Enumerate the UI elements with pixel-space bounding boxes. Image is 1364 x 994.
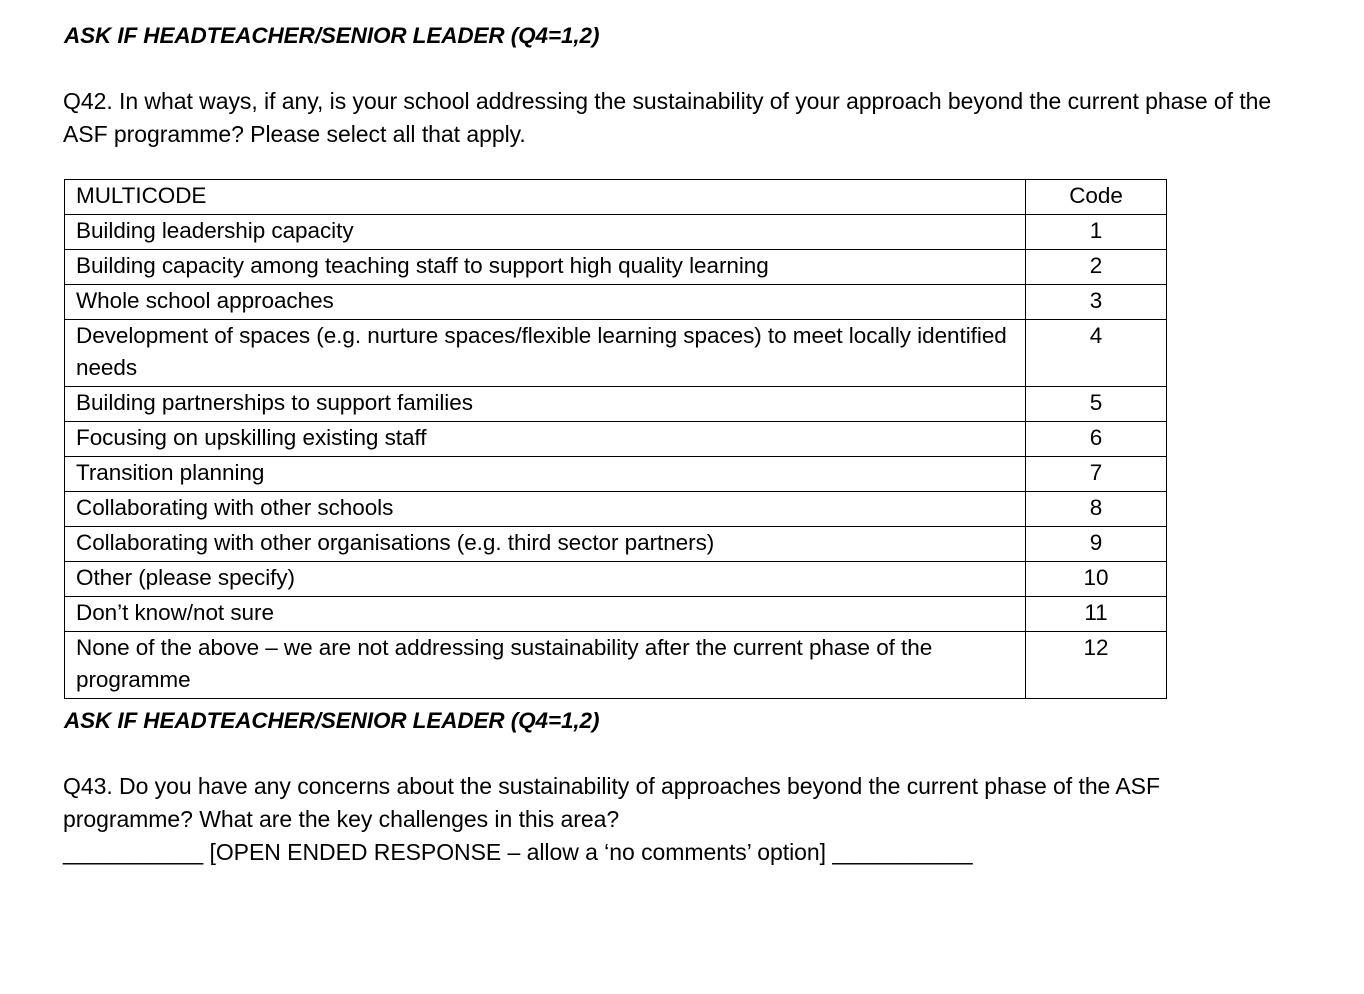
table-row[interactable] — [65, 457, 1167, 492]
option-label: Other (please specify) — [65, 562, 1026, 597]
option-code: 7 — [1026, 457, 1167, 492]
option-label: Collaborating with other organisations (e.g. third sector partners) — [65, 527, 1026, 562]
table-row[interactable] — [65, 422, 1167, 457]
option-code: 6 — [1026, 422, 1167, 457]
table-row[interactable] — [65, 250, 1167, 285]
multicode-options-table — [64, 179, 1167, 699]
ask-heading-q42: ASK IF HEADTEACHER/SENIOR LEADER (Q4=1,2) — [64, 23, 600, 48]
option-label: Building leadership capacity — [65, 215, 1026, 250]
option-label: Whole school approaches — [65, 285, 1026, 320]
option-code: 5 — [1026, 387, 1167, 422]
option-label: Building partnerships to support families — [65, 387, 1026, 422]
option-code: 11 — [1026, 597, 1167, 632]
header-cell-option: MULTICODE — [65, 180, 1026, 215]
option-label: Collaborating with other schools — [65, 492, 1026, 527]
option-code: 10 — [1026, 562, 1167, 597]
option-label: Building capacity among teaching staff to support high quality learning — [65, 250, 1026, 285]
table-row[interactable] — [65, 387, 1167, 422]
option-code: 12 — [1026, 632, 1167, 699]
header-cell-code: Code — [1026, 180, 1167, 215]
table-row[interactable] — [65, 632, 1167, 699]
option-code: 4 — [1026, 320, 1167, 387]
option-label: Transition planning — [65, 457, 1026, 492]
table-row[interactable] — [65, 562, 1167, 597]
option-label: None of the above – we are not addressing sustainability after the current phase of the programme — [65, 632, 1026, 699]
table-row[interactable] — [65, 320, 1167, 387]
option-code: 8 — [1026, 492, 1167, 527]
option-label: Don’t know/not sure — [65, 597, 1026, 632]
table-row[interactable] — [65, 527, 1167, 562]
table-body — [65, 180, 1167, 699]
option-label: Development of spaces (e.g. nurture spaces/flexible learning spaces) to meet locally identified needs — [65, 320, 1026, 387]
option-label: Focusing on upskilling existing staff — [65, 422, 1026, 457]
ask-heading-q43: ASK IF HEADTEACHER/SENIOR LEADER (Q4=1,2) — [64, 708, 600, 733]
question-q43: Q43. Do you have any concerns about the sustainability of approaches beyond the current phase of the ASF programme? What are the key challenges in this area? — [63, 773, 1160, 832]
open-ended-response-line: ___________ [OPEN ENDED RESPONSE – allow a ‘no comments’ option] ___________ — [63, 839, 973, 865]
question-q42: Q42. In what ways, if any, is your school addressing the sustainability of your approach beyond the current phase of the ASF programme? Please select all that apply. — [63, 88, 1272, 147]
table-row[interactable] — [65, 285, 1167, 320]
option-code: 2 — [1026, 250, 1167, 285]
table-row[interactable] — [65, 492, 1167, 527]
table-row[interactable] — [65, 215, 1167, 250]
option-code: 3 — [1026, 285, 1167, 320]
option-code: 1 — [1026, 215, 1167, 250]
table-row[interactable] — [65, 597, 1167, 632]
option-code: 9 — [1026, 527, 1167, 562]
table-header-row — [65, 180, 1167, 215]
